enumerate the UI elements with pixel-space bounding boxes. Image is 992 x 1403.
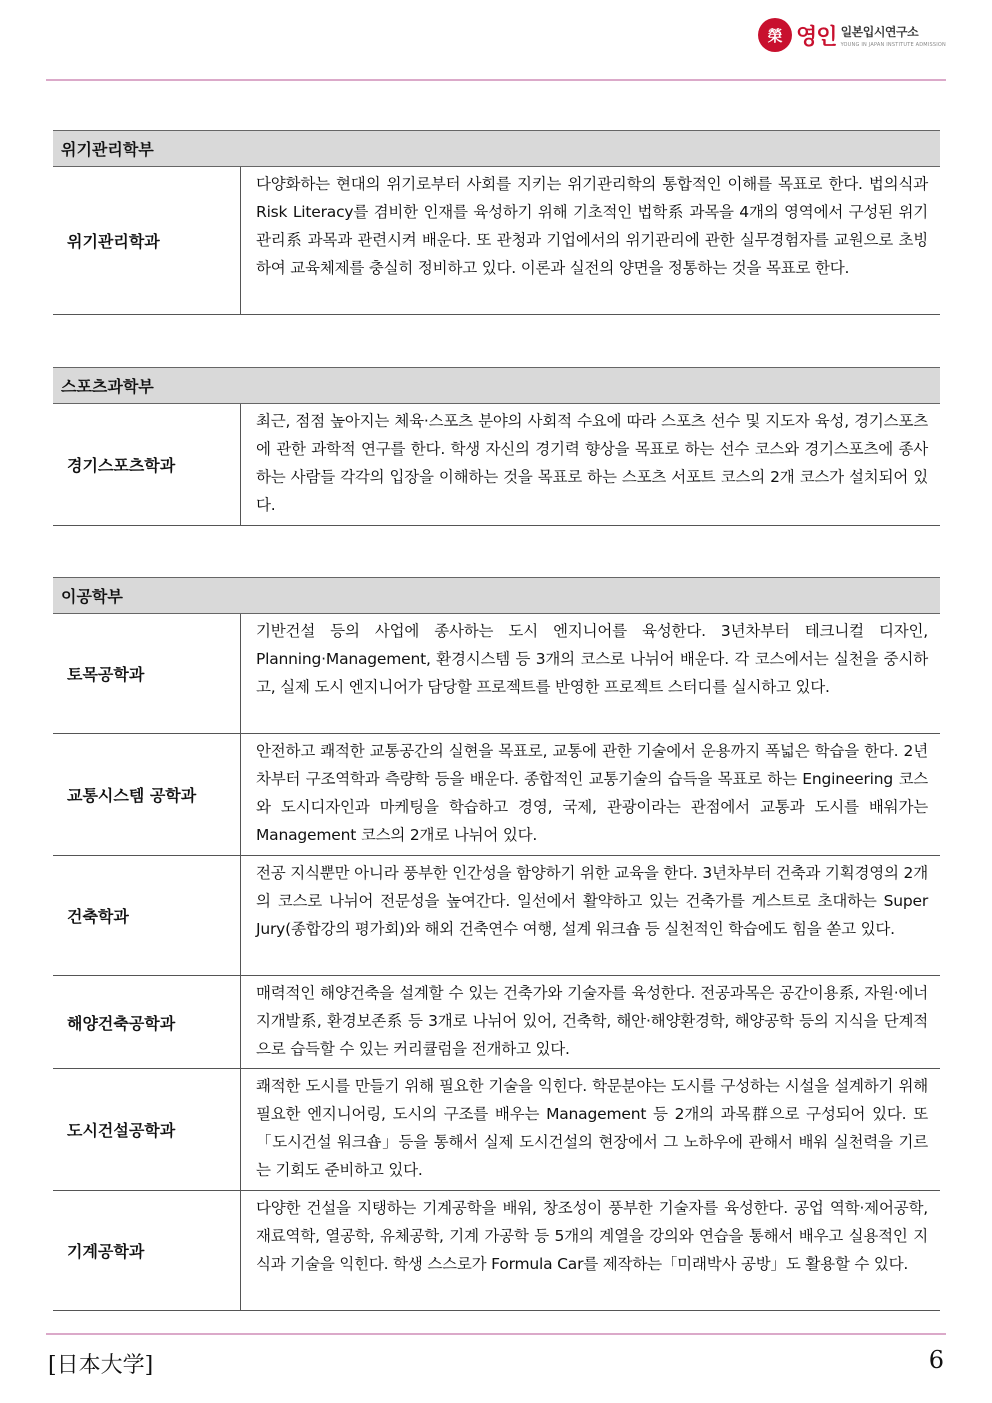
logo-subtitle: 일본입시연구소 bbox=[840, 24, 919, 39]
logo-name: 영인 bbox=[796, 24, 837, 50]
table-row bbox=[53, 167, 940, 315]
section-crisis-management bbox=[53, 130, 940, 315]
table-row bbox=[53, 404, 940, 526]
department-description: 다양화하는 현대의 위기로부터 사회를 지키는 위기관리학의 통합적인 이해를 목표로 한다. 법의식과 Risk Literacy를 겸비한 인재를 육성하기 위해 기초적인 법학系 과목을 4개의 영역에서 구성된 위기관리系 과목과 관련시켜 배운다. 또 관청과 기업에서의 위기관리에 관한 실무경험자를 교원으로 초빙하여 교육체제를 충실히 정비하고 있다. 이론과 실전의 양면을 정통하는 것을 목표로 한다. bbox=[256, 175, 928, 277]
table-row bbox=[53, 614, 940, 734]
logo-text bbox=[841, 23, 946, 48]
table-row bbox=[53, 976, 940, 1069]
logo-seal-icon: 榮 bbox=[758, 18, 792, 52]
section-title: 위기관리학부 bbox=[53, 130, 940, 167]
department-description: 다양한 건설을 지탱하는 기계공학을 배워, 창조성이 풍부한 기술자를 육성한다. 공업 역학·제어공학, 재료역학, 열공학, 유체공학, 기계 가공학 등 5개의 계열을 강의와 연습을 통해서 배우고 실용적인 지식과 기술을 익힌다. 학생 스스로가 Formula Car를 제작하는「미래박사 공방」도 활용할 수 있다. bbox=[256, 1199, 928, 1273]
department-description: 안전하고 쾌적한 교통공간의 실현을 목표로, 교통에 관한 기술에서 운용까지 폭넓은 학습을 한다. 2년차부터 구조역학과 측량학 등을 배운다. 종합적인 교통기술의 습득을 목표로 하는 Engineering 코스와 도시디자인과 마케팅을 학습하고 경영, 국제, 관광이라는 관점에서 교통과 도시를 배워가는 Management 코스의 2개로 나뉘어 있다. bbox=[256, 742, 928, 844]
table-row bbox=[53, 1191, 940, 1311]
department-name: 기계공학과 bbox=[53, 1191, 241, 1310]
department-name: 건축학과 bbox=[53, 856, 241, 975]
header-divider bbox=[46, 79, 946, 81]
section-science-engineering bbox=[53, 577, 940, 1311]
logo-english: YOUNG IN JAPAN INSTITUTE ADMISSION bbox=[840, 41, 946, 48]
department-name: 경기스포츠학과 bbox=[53, 404, 241, 525]
section-title: 이공학부 bbox=[53, 577, 940, 614]
department-description: 전공 지식뿐만 아니라 풍부한 인간성을 함양하기 위한 교육을 한다. 3년차부터 건축과 기획경영의 2개의 코스로 나뉘어 전문성을 높여간다. 일선에서 활약하고 있는 건축가를 게스트로 초대하는 Super Jury(종합강의 평가회)와 해외 건축연수 여행, 설계 워크숍 등 실천적인 학습에도 힘을 쏟고 있다. bbox=[256, 864, 928, 938]
department-name: 도시건설공학과 bbox=[53, 1069, 241, 1190]
brand-logo bbox=[758, 18, 946, 52]
page-number: 6 bbox=[928, 1346, 944, 1374]
page-header bbox=[0, 0, 992, 80]
department-name: 위기관리학과 bbox=[53, 167, 241, 314]
footer-university-name: [日本大学] bbox=[48, 1353, 154, 1378]
section-sports-science bbox=[53, 367, 940, 526]
department-name: 해양건축공학과 bbox=[53, 976, 241, 1068]
department-description: 쾌적한 도시를 만들기 위해 필요한 기술을 익힌다. 학문분야는 도시를 구성하는 시설을 설계하기 위해 필요한 엔지니어링, 도시의 구조를 배우는 Management 등 2개의 과목群으로 구성되어 있다. 또「도시건설 워크숍」등을 통해서 실제 도시건설의 현장에서 그 노하우에 관해서 배워 실천력을 기르는 기회도 준비하고 있다. bbox=[256, 1077, 928, 1179]
department-description: 기반건설 등의 사업에 종사하는 도시 엔지니어를 육성한다. 3년차부터 테크니컬 디자인, Planning·Management, 환경시스템 등 3개의 코스로 나뉘어 배운다. 각 코스에서는 실천을 중시하고, 실제 도시 엔지니어가 담당할 프로젝트를 반영한 프로젝트 스터디를 실시하고 있다. bbox=[256, 622, 928, 696]
department-name: 토목공학과 bbox=[53, 614, 241, 733]
table-row bbox=[53, 1069, 940, 1191]
department-description: 매력적인 해양건축을 설계할 수 있는 건축가와 기술자를 육성한다. 전공과목은 공간이용系, 자원·에너지개발系, 환경보존系 등 3개로 나뉘어 있어, 건축학, 해안·해양환경학, 해양공학 등의 지식을 단계적으로 습득할 수 있는 커리큘럼을 전개하고 있다. bbox=[256, 984, 928, 1058]
table-row bbox=[53, 856, 940, 976]
department-description: 최근, 점점 높아지는 체육·스포츠 분야의 사회적 수요에 따라 스포츠 선수 및 지도자 육성, 경기스포츠에 관한 과학적 연구를 한다. 학생 자신의 경기력 향상을 목표로 하는 선수 코스와 경기스포츠에 종사하는 사람들 각각의 입장을 이해하는 것을 목표로 하는 스포츠 서포트 코스의 2개 코스가 설치되어 있다. bbox=[256, 412, 928, 514]
department-name: 교통시스템 공학과 bbox=[53, 734, 241, 855]
footer-divider bbox=[46, 1333, 946, 1335]
table-row bbox=[53, 734, 940, 856]
section-title: 스포츠과학부 bbox=[53, 367, 940, 404]
